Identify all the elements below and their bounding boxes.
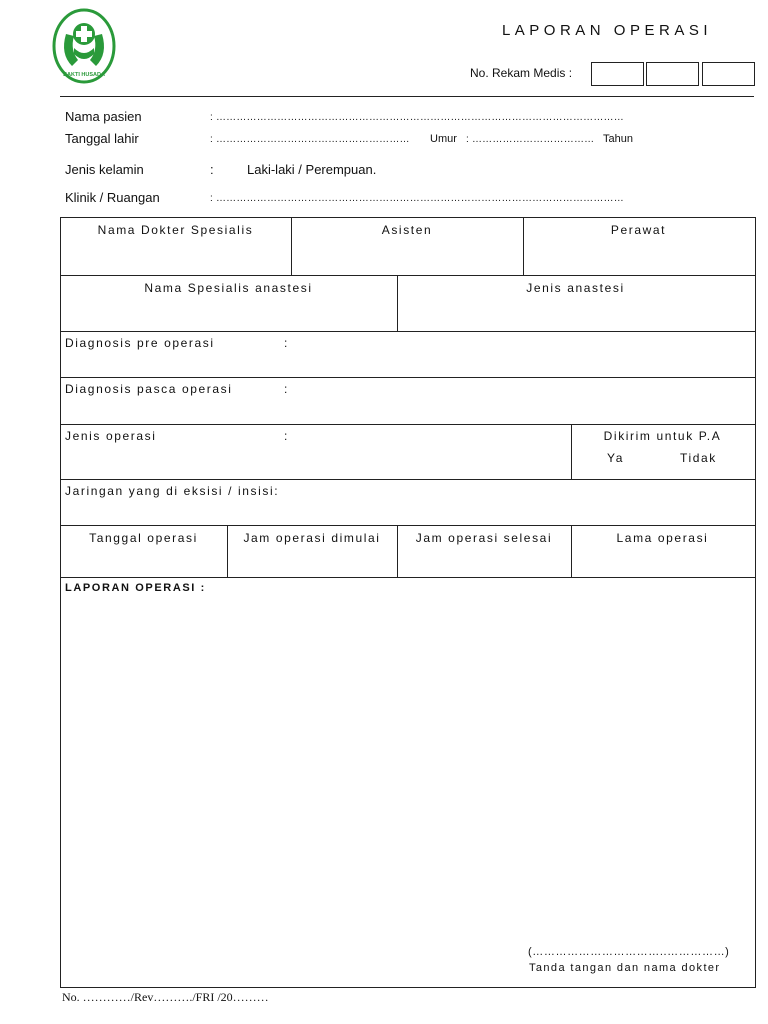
jenis-operasi-label: Jenis operasi: [65, 429, 157, 443]
jenis-anastesi-header: Jenis anastesi: [526, 281, 625, 295]
tidak-option[interactable]: Tidak: [680, 451, 717, 465]
diagnosis-pasca-label: Diagnosis pasca operasi: [65, 382, 233, 396]
jenis-kelamin-label: Jenis kelamin: [65, 162, 144, 177]
header-divider: [60, 96, 754, 97]
jaringan-label: Jaringan yang di eksisi / insisi:: [65, 484, 280, 498]
rekam-medis-box-1[interactable]: [591, 62, 644, 86]
umur-label: Umur: [430, 133, 457, 145]
nama-pasien-field[interactable]: : …………………………………………………………………………………………………………: [210, 112, 624, 123]
jenis-kelamin-options[interactable]: Laki-laki / Perempuan.: [247, 162, 377, 177]
row-divider: [60, 577, 756, 578]
jenis-operasi-colon: :: [284, 429, 289, 443]
jenis-kelamin-colon: :: [210, 162, 214, 177]
bakti-husada-logo: [38, 4, 130, 88]
tanggal-operasi-header: Tanggal operasi: [89, 531, 198, 545]
document-number: No. …………/Rev………./FRI /20………: [62, 990, 269, 1004]
laporan-operasi-label: LAPORAN OPERASI :: [65, 582, 206, 594]
lama-operasi-header: Lama operasi: [616, 531, 709, 545]
umur-field[interactable]: : ………………………………: [466, 134, 595, 145]
signature-caption: Tanda tangan dan nama dokter: [529, 962, 721, 974]
row-divider: [60, 479, 756, 480]
page-title: LAPORAN OPERASI: [501, 22, 712, 39]
jam-mulai-header: Jam operasi dimulai: [243, 531, 381, 545]
ya-option[interactable]: Ya: [607, 451, 624, 465]
row-divider: [60, 331, 756, 332]
dokter-spesialis-header: Nama Dokter Spesialis: [97, 223, 254, 237]
tahun-label: Tahun: [603, 133, 633, 145]
spesialis-anastesi-header: Nama Spesialis anastesi: [144, 281, 313, 295]
asisten-header: Asisten: [381, 223, 433, 237]
klinik-ruangan-label: Klinik / Ruangan: [65, 190, 160, 205]
tanggal-lahir-field[interactable]: : …………………………………………………: [210, 134, 410, 145]
diagnosis-pasca-colon: :: [284, 382, 289, 396]
rekam-medis-label: No. Rekam Medis :: [470, 66, 573, 80]
diagnosis-pre-label: Diagnosis pre operasi: [65, 336, 215, 350]
dikirim-pa-label: Dikirim untuk P.A: [603, 429, 722, 443]
row-divider: [60, 424, 756, 425]
logo-text: BAKTI HUSADA: [63, 72, 105, 78]
signature-line[interactable]: (……………………………..……………): [528, 946, 730, 958]
row-divider: [60, 377, 756, 378]
row-divider: [60, 525, 756, 526]
nama-pasien-label: Nama pasien: [65, 109, 142, 124]
row-divider: [60, 275, 756, 276]
perawat-header: Perawat: [610, 223, 667, 237]
rekam-medis-box-3[interactable]: [702, 62, 755, 86]
laporan-operasi-textarea[interactable]: [64, 600, 750, 940]
rekam-medis-box-2[interactable]: [646, 62, 699, 86]
tanggal-lahir-label: Tanggal lahir: [65, 131, 139, 146]
diagnosis-pre-colon: :: [284, 336, 289, 350]
klinik-ruangan-field[interactable]: : …………………………………………………………………………………………………………: [210, 193, 624, 204]
jam-selesai-header: Jam operasi selesai: [415, 531, 553, 545]
